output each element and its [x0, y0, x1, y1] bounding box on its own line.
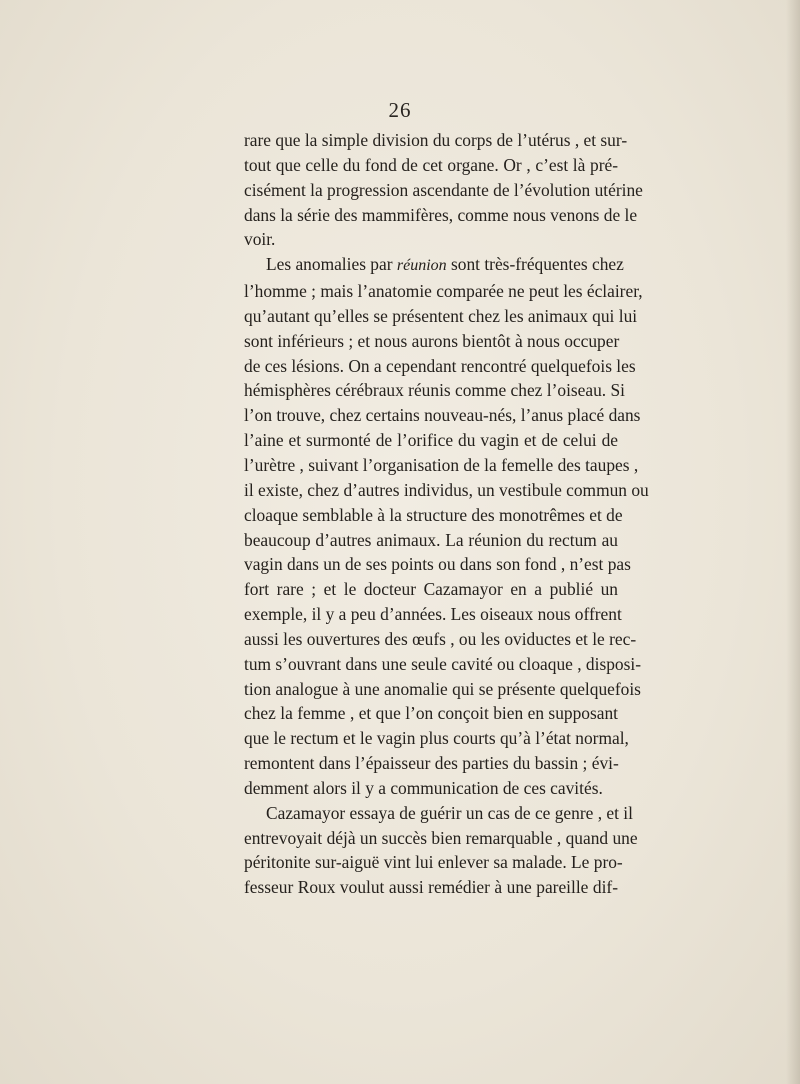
text-line: chez la femme , et que l’on conçoit bien en supposant: [244, 703, 618, 724]
text-line: dans la série des mammifères, comme nous venons de le: [244, 204, 638, 225]
text-line: remontent dans l’épaisseur des parties du bassin ; évi-: [244, 753, 619, 774]
text-line: cisément la progression ascendante de l’évolution utérine: [244, 179, 643, 200]
text-line: hémisphères cérébraux réunis comme chez l’oiseau. Si: [244, 380, 625, 401]
text-line: sont inférieurs ; et nous aurons bientôt à nous occuper: [244, 330, 620, 351]
text-line: exemple, il y a peu d’années. Les oiseaux nous offrent: [244, 604, 622, 625]
text-line: cloaque semblable à la structure des monotrêmes et de: [244, 504, 623, 525]
text-line: l’homme ; mais l’anatomie comparée ne peut les éclairer,: [244, 281, 643, 302]
text-fragment: sont très-fréquentes chez: [446, 254, 624, 275]
text-fragment: Les anomalies par: [266, 254, 397, 275]
italic-word: réunion: [396, 257, 447, 275]
text-line: l’on trouve, chez certains nouveau-nés, l’anus placé dans: [244, 405, 641, 426]
text-line: fesseur Roux voulut aussi remédier à une pareille dif-: [244, 877, 618, 898]
text-line: que le rectum et le vagin plus courts qu’à l’état normal,: [244, 728, 629, 749]
text-line: il existe, chez d’autres individus, un vestibule commun ou: [244, 479, 649, 500]
text-line: tum s’ouvrant dans une seule cavité ou cloaque , disposi-: [244, 653, 641, 674]
text-line: tion analogue à une anomalie qui se présente quelquefois: [244, 678, 641, 699]
text-line: aussi les ouvertures des œufs , ou les oviductes et le rec-: [244, 628, 637, 649]
body-text: [244, 128, 649, 900]
text-line: l’urètre , suivant l’organisation de la femelle des taupes ,: [244, 454, 639, 475]
text-line: Cazamayor essaya de guérir un cas de ce genre , et il: [266, 802, 633, 823]
text-line: entrevoyait déjà un succès bien remarquable , quand une: [244, 827, 638, 848]
text-line: demment alors il y a communication de ces cavités.: [244, 777, 603, 798]
text-line: péritonite sur-aiguë vint lui enlever sa malade. Le pro-: [244, 852, 623, 873]
text-line: vagin dans un de ses points ou dans son fond , n’est pas: [244, 554, 631, 575]
text-line: l’aine et surmonté de l’orifice du vagin et de celui de: [244, 430, 618, 451]
page-edge-shadow: [786, 0, 800, 1084]
text-line: fort rare ; et le docteur Cazamayor en a publié un: [244, 579, 618, 600]
text-line: [244, 252, 624, 279]
text-line: voir.: [244, 229, 276, 250]
text-line: de ces lésions. On a cependant rencontré quelquefois les: [244, 355, 636, 376]
text-line: rare que la simple division du corps de l’utérus , et sur-: [244, 130, 628, 150]
text-line: tout que celle du fond de cet organe. Or , c’est là pré-: [244, 154, 618, 175]
text-line: beaucoup d’autres animaux. La réunion du rectum au: [244, 529, 618, 550]
text-line: qu’autant qu’elles se présentent chez les animaux qui lui: [244, 305, 638, 326]
page-number: 26: [388, 98, 412, 122]
